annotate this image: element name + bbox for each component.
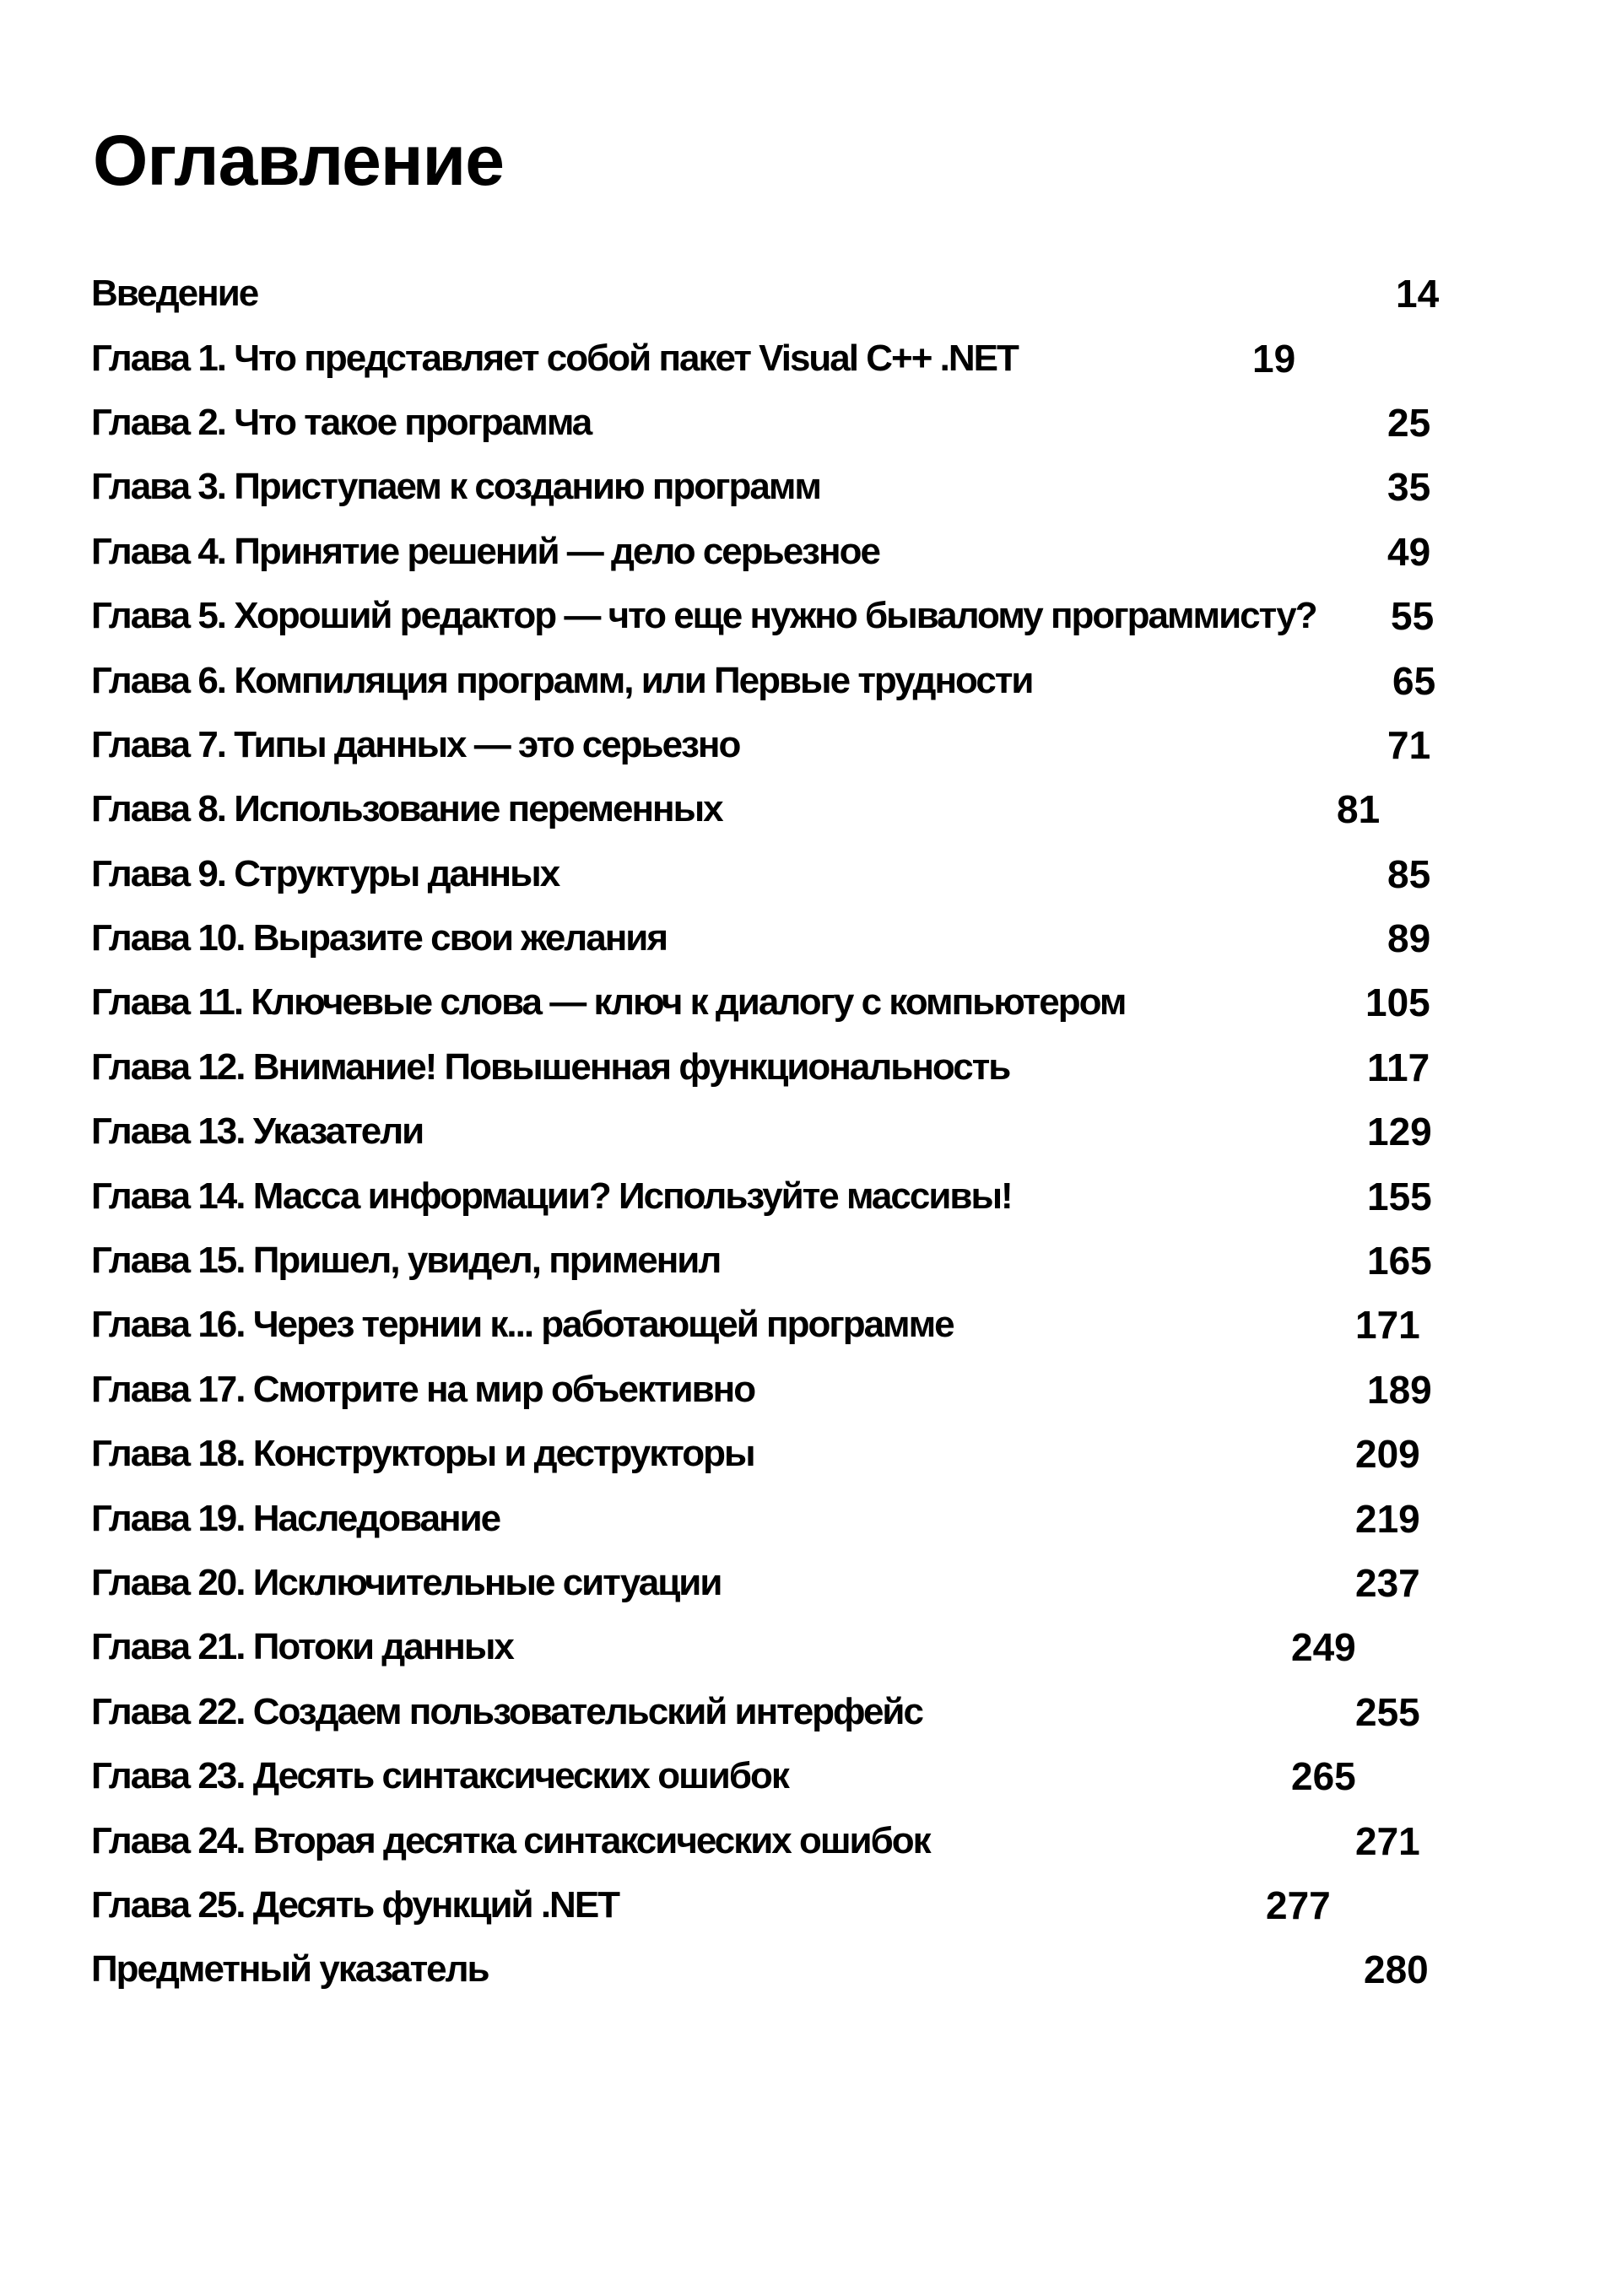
toc-entry-page: 65 — [1392, 658, 1436, 703]
toc-entry — [91, 1035, 1441, 1099]
toc-entry-page: 14 — [1396, 272, 1440, 316]
toc-entry — [91, 713, 1441, 777]
toc-entry — [91, 1293, 1441, 1357]
toc-entry-page: 25 — [1387, 400, 1431, 445]
toc-entry — [91, 262, 1441, 326]
toc-entry-page: 165 — [1367, 1239, 1432, 1283]
toc-entry — [91, 1099, 1441, 1164]
toc-entry — [91, 584, 1441, 648]
toc-entry — [91, 1422, 1441, 1486]
toc-entry — [91, 520, 1441, 584]
toc-entry — [91, 1551, 1441, 1615]
toc-entry — [91, 1744, 1441, 1808]
toc-entry-page: 89 — [1387, 916, 1431, 961]
toc-entry-page: 280 — [1364, 1948, 1429, 1992]
toc-entry-page: 171 — [1355, 1303, 1420, 1348]
toc-entry — [91, 842, 1441, 906]
toc-entry-page: 189 — [1367, 1367, 1432, 1412]
toc-entry — [91, 1229, 1441, 1293]
toc-entry-title: Глава 20. Исключительные ситуации — [91, 1562, 722, 1603]
toc-entry-title: Глава 23. Десять синтаксических ошибок — [91, 1755, 788, 1797]
toc-entry — [91, 1937, 1441, 2002]
toc-entry-title: Глава 17. Смотрите на мир объективно — [91, 1368, 755, 1410]
toc-entry-title: Глава 13. Указатели — [91, 1110, 424, 1153]
toc-entry-title: Глава 14. Масса информации? Используйте массивы! — [91, 1175, 1012, 1217]
toc-entry-page: 129 — [1367, 1110, 1432, 1154]
toc-entry-title: Глава 6. Компиляция программ, или Первые трудности — [91, 659, 1033, 701]
toc-entry-page: 155 — [1367, 1174, 1432, 1218]
table-of-contents — [91, 262, 1441, 2002]
toc-entry-title: Предметный указатель — [91, 1948, 489, 1991]
toc-entry — [91, 648, 1441, 712]
toc-entry-page: 265 — [1291, 1754, 1356, 1799]
toc-entry — [91, 1680, 1441, 1744]
toc-entry — [91, 1486, 1441, 1550]
toc-entry — [91, 1615, 1441, 1679]
toc-entry-title: Глава 24. Вторая десятка синтаксических ошибок — [91, 1819, 930, 1861]
toc-entry-page: 277 — [1266, 1883, 1331, 1927]
toc-entry-title: Глава 8. Использование переменных — [91, 788, 722, 830]
toc-entry — [91, 906, 1441, 970]
toc-entry-page: 271 — [1355, 1818, 1420, 1863]
toc-entry-title: Глава 16. Через тернии к... работающей программе — [91, 1304, 954, 1346]
toc-entry — [91, 970, 1441, 1035]
toc-entry — [91, 1873, 1441, 1937]
toc-entry-page: 49 — [1387, 529, 1431, 574]
page-title: Оглавление — [93, 121, 504, 200]
toc-entry-title: Глава 9. Структуры данных — [91, 852, 559, 894]
toc-entry — [91, 1164, 1441, 1228]
toc-entry-page: 105 — [1365, 981, 1430, 1025]
toc-entry-page: 71 — [1387, 722, 1431, 767]
toc-entry-title: Глава 11. Ключевые слова — ключ к диалогу с компьютером — [91, 981, 1126, 1024]
toc-entry-title: Глава 5. Хороший редактор — что еще нужно бывалому программисту? — [91, 595, 1316, 637]
toc-entry-page: 219 — [1355, 1496, 1420, 1541]
toc-entry-page: 35 — [1387, 465, 1431, 510]
toc-entry-page: 255 — [1355, 1689, 1420, 1734]
toc-entry-title: Глава 2. Что такое программа — [91, 401, 592, 443]
toc-entry-page: 81 — [1337, 787, 1381, 832]
toc-entry-page: 237 — [1355, 1561, 1420, 1605]
toc-entry-title: Глава 15. Пришел, увидел, применил — [91, 1240, 721, 1282]
toc-entry-title: Глава 7. Типы данных — это серьезно — [91, 723, 740, 765]
toc-entry-title: Глава 3. Приступаем к созданию программ — [91, 466, 820, 508]
toc-entry-title: Глава 12. Внимание! Повышенная функциональность — [91, 1045, 1010, 1088]
toc-entry-title: Глава 21. Потоки данных — [91, 1626, 513, 1668]
toc-entry-page: 209 — [1355, 1432, 1420, 1477]
toc-entry-page: 85 — [1387, 851, 1431, 896]
toc-entry-page: 55 — [1391, 594, 1435, 639]
toc-entry — [91, 455, 1441, 519]
toc-entry-title: Глава 10. Выразите свои желания — [91, 917, 668, 959]
toc-entry — [91, 1808, 1441, 1872]
toc-entry-title: Глава 4. Принятие решений — дело серьезное — [91, 530, 879, 572]
toc-entry-title: Глава 25. Десять функций .NET — [91, 1883, 619, 1926]
toc-entry — [91, 326, 1441, 390]
toc-entry — [91, 1358, 1441, 1422]
toc-entry-page: 117 — [1367, 1045, 1430, 1089]
toc-entry — [91, 391, 1441, 455]
toc-entry — [91, 777, 1441, 841]
toc-entry-title: Введение — [91, 273, 258, 315]
toc-entry-title: Глава 18. Конструкторы и деструкторы — [91, 1433, 754, 1475]
toc-entry-title: Глава 19. Наследование — [91, 1497, 500, 1539]
toc-entry-title: Глава 1. Что представляет собой пакет Visual C++ .NET — [91, 337, 1018, 379]
toc-entry-page: 249 — [1291, 1625, 1356, 1670]
toc-entry-title: Глава 22. Создаем пользовательский интерфейс — [91, 1690, 922, 1732]
toc-entry-page: 19 — [1252, 336, 1296, 381]
